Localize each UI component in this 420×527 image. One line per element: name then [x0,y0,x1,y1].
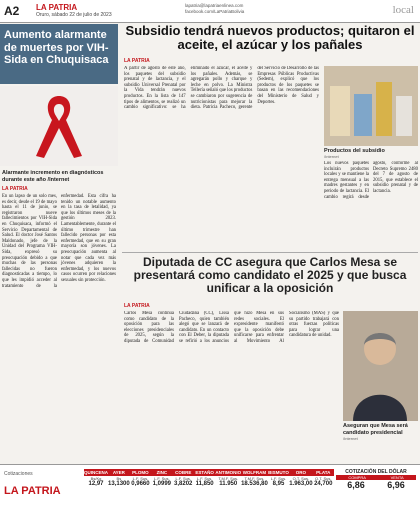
commodity-table [84,469,334,487]
indicator-cell [268,469,289,487]
subsidy-headline: Subsidio tendrá nuevos productos; quitaron el aceite, el azúcar y los pañales [125,23,415,52]
subsidy-products-photo [324,66,418,146]
indicator-unit: L.F. Sus. [132,476,149,481]
indicator-cell [84,469,108,487]
indicator-cell [241,469,268,487]
subsidy-photo-credit: /Internet [324,154,339,159]
indicator-key: ZINC [151,469,172,476]
indicator-value: 24,700 [314,481,333,487]
mesa-body: Carlos Mesa continúa como candidato de la oposición para las elecciones presidenciales de 2025, según la diputada de Comunidad Ciudadana (CC), Lissa Pacheco, quien también alegó que se lanzará de candidato. En un contacto con El Deber, la diputada se refirió a los anuncios que hizo Mesa en sus redes sociales. El expresidente manifestó que la oposición debe unificarse para enfrentar al Movimiento Al Socialismo (MAS) y que su partido trabajará con otras fuerzas políticas para lograr una candidatura de unidad. [124,311,339,344]
indicator-cell [130,469,151,487]
indicator-unit: T.M.F. Sus. [244,476,265,481]
indicator-key: AYER [108,469,130,476]
subsidy-sidebar [324,66,418,251]
subsidy-body: A partir de agosto de este año, los paquetes del subsidio prenatal y de lactancia, y el subsidio Universal Prenatal por la Vida tendrán nuevos productos. En la lista de 147 tipos de alimentos, se realizó un cambio significativo: se ha eliminado el azúcar, el aceite y los pañales. Además, se agregarán pollo y charque y leche en polvo. La Ministra Tellería señaló que los productos se cambiaron por sugerencia de nutricionistas para mejorar la dieta. Patricia Pacheco, gerente del Servicio de Desarrollo de las Empresas Públicas Productivas (Sedem), explicó que los productos de los paquetes se basan en las recomendaciones del Ministerio de Salud y Deportes. [124,66,319,111]
indicator-key: ANTIMONIO [215,470,242,475]
dollar-rate-title: COTIZACIÓN DEL DÓLAR [345,469,407,475]
indicator-cell [151,469,172,487]
indicator-unit: O.T. Sus. [315,476,332,481]
mesa-photo [343,311,418,421]
subsidy-sidebar-body: Los nuevos paquetes incluirán productos locales y se mantiene la entrega mensual a las madres gestantes y en periodo de lactancia. El cambio regirá desde agosto, conforme al Decreto Supremo 2480 del 7 de agosto de 2015, que establece el subsidio prenatal y de lactancia. [324,161,418,200]
indicator-value: 3,8202 [174,481,193,487]
indicator-unit: T.M.F. Sus. [218,476,239,481]
sell-value: 6,96 [387,480,405,490]
indicator-value: 11.950 [219,481,238,487]
mesa-sidebar [343,311,418,441]
footer-logo: LA PATRIA [4,485,61,497]
products-photo-icon [324,66,418,146]
left-photo-caption: Alarmante incremento en diagnósticos durante este año /Internet [2,170,104,183]
indicator-unit: L.F. Sus. [154,476,170,481]
buy-label: COMPRA [348,475,366,480]
indicator-value: 1,0999 [152,481,171,487]
mesa-headline: Diputada de CC asegura que Carlos Mesa se presentará como candidato el 2025 y que busca unificar a la oposición [133,255,407,295]
market-footer [0,464,420,527]
indicator-value: 11,850 [195,481,214,487]
indicator-cell [289,469,312,487]
subsidy-photo-caption: Productos del subsidio [324,148,385,154]
dollar-rate-values [336,480,416,490]
indicator-unit: Bs/Kg [90,476,102,481]
portrait-photo-icon [343,311,418,421]
subsidy-byline: LA PATRIA [124,58,150,64]
indicator-key: PLATA [313,469,334,476]
left-headline: Aumento alarmante de muertes por VIH-Sida en Chuquisaca [0,24,118,84]
indicator-cell [313,469,334,487]
indicator-value: 18.536,80 [241,481,268,487]
indicator-value: 1.963,00 [289,481,313,487]
dollar-rate [336,469,416,490]
mesa-photo-caption: Aseguran que Mesa será candidato presidencial [343,423,408,436]
masthead [36,3,146,19]
red-ribbon-icon [0,86,118,166]
mesa-byline: LA PATRIA [124,303,150,309]
indicator-unit: O.T. Sus. [292,476,310,481]
indicator-key: ORO [289,469,312,476]
left-body: En un lapso de un solo mes, es decir, desde el 19 de mayo hasta el 11 de junio, se registraron nueve fallecimientos por VIH-Sida en Chuquisaca, informó el Servicio Departamental de Salud. El doctor José Santos Maldonado, jefe de la Unidad del Programa VIH-Sida, expresó su preocupación debido a que muchas de las personas fallecidas no fueron diagnosticadas a tiempo, lo que les impidió acceder al tratamiento de la enfermedad. Esta cifra ha tenido un notable aumento en la tasa de letalidad, ya que los últimos meses de la gestión 2023. Lamentablemente, durante el último trimestre han fallecido personas por esta enfermedad, que en su gran mayoría son jóvenes. La preocupación aumenta al notar que cada vez más jóvenes adquieren la enfermedad, y los nuevos casos ocurren por relaciones sexuales sin protección. [2,194,116,289]
indicator-key: ESTAÑO [195,470,214,475]
left-byline: LA PATRIA [2,186,28,192]
indicator-unit: L.F. Sus. [175,476,192,481]
masthead-logo: LA PATRIA [36,3,78,12]
indicator-key: QUINCENA [84,470,109,475]
indicator-cell [108,469,130,487]
indicator-value: 8,95 [272,481,285,487]
footer-tagline: Cotizaciones [4,471,33,477]
buy-value: 6,86 [347,480,365,490]
indicator-unit: Bs [116,476,122,481]
indicator-cell [194,469,215,487]
indicator-cell [173,469,194,487]
subsidy-article [122,24,418,250]
publication-date: Oruro, sábado 22 de julio de 2023 [36,12,112,18]
left-article [0,24,118,462]
indicator-cell [215,469,241,487]
mesa-article [122,252,418,463]
page-header [0,0,420,23]
awareness-ribbon-photo [0,86,118,166]
indicator-key: COBRE [173,469,194,476]
indicator-key: BISMUTO [268,470,289,475]
mesa-photo-credit: /Internet [343,436,358,441]
indicator-key: PLOMO [130,469,151,476]
sell-label: VENTA [390,475,404,480]
contact-info: lapatria@lapatriaenlinea.com facebook.com/LaPatriaBolivia [185,3,245,14]
indicator-value: 0,9660 [131,481,150,487]
page-number: A2 [4,4,20,18]
section-name: local [392,4,414,16]
indicator-unit: L.F. Sus. [196,476,213,481]
indicator-value: 12,97 [88,481,104,487]
indicator-key: WOLFRAM [242,470,267,475]
indicator-value: 13,1300 [108,481,130,487]
indicator-unit: L.F. Sus. [270,476,287,481]
